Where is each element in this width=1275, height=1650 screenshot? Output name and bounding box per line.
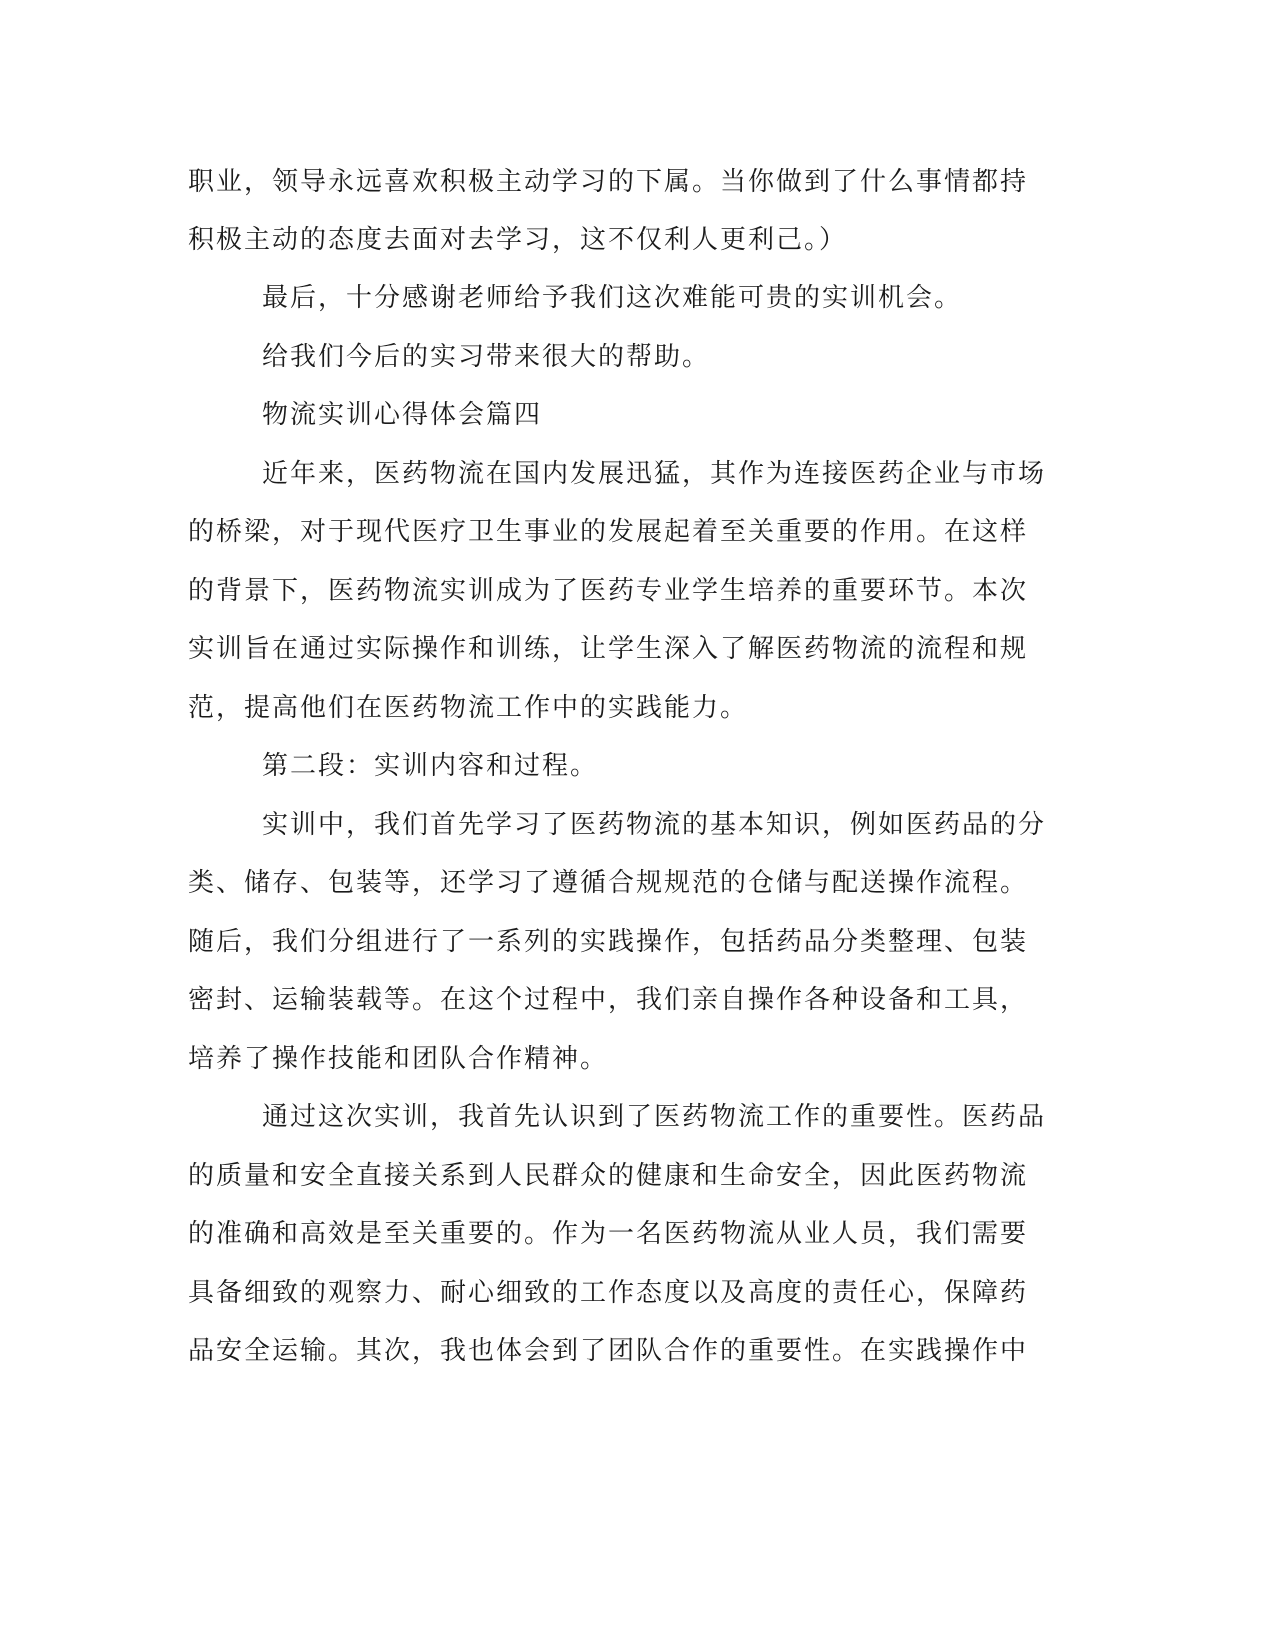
text-line: 积极主动的态度去面对去学习，这不仅利人更利己。） [188,225,848,255]
text-line: 范，提高他们在医药物流工作中的实践能力。 [188,693,749,723]
section-heading: 物流实训心得体会篇四 [262,400,543,430]
text-line: 品安全运输。其次，我也体会到了团队合作的重要性。在实践操作中 [188,1336,1029,1366]
text-line: 的准确和高效是至关重要的。作为一名医药物流从业人员，我们需要 [188,1219,1029,1249]
text-line: 的质量和安全直接关系到人民群众的健康和生命安全，因此医药物流 [188,1161,1029,1191]
text-line: 具备细致的观察力、耐心细致的工作态度以及高度的责任心，保障药 [188,1278,1029,1308]
text-line: 的桥梁，对于现代医疗卫生事业的发展起着至关重要的作用。在这样 [188,517,1029,547]
text-line: 实训旨在通过实际操作和训练，让学生深入了解医药物流的流程和规 [188,634,1029,664]
text-line: 实训中，我们首先学习了医药物流的基本知识，例如医药品的分 [262,810,1047,840]
section-heading: 第二段：实训内容和过程。 [262,751,599,781]
text-line: 随后，我们分组进行了一系列的实践操作，包括药品分类整理、包装 [188,927,1029,957]
text-line: 密封、运输装载等。在这个过程中，我们亲自操作各种设备和工具， [188,985,1029,1015]
text-line: 通过这次实训，我首先认识到了医药物流工作的重要性。医药品 [262,1102,1047,1132]
text-line: 的背景下，医药物流实训成为了医药专业学生培养的重要环节。本次 [188,576,1029,606]
text-line: 给我们今后的实习带来很大的帮助。 [262,342,711,372]
text-line: 近年来，医药物流在国内发展迅猛，其作为连接医药企业与市场 [262,459,1047,489]
text-line: 最后，十分感谢老师给予我们这次难能可贵的实训机会。 [262,283,963,313]
text-line: 职业，领导永远喜欢积极主动学习的下属。当你做到了什么事情都持 [188,167,1029,197]
text-line: 类、储存、包装等，还学习了遵循合规规范的仓储与配送操作流程。 [188,868,1029,898]
text-line: 培养了操作技能和团队合作精神。 [188,1044,609,1074]
